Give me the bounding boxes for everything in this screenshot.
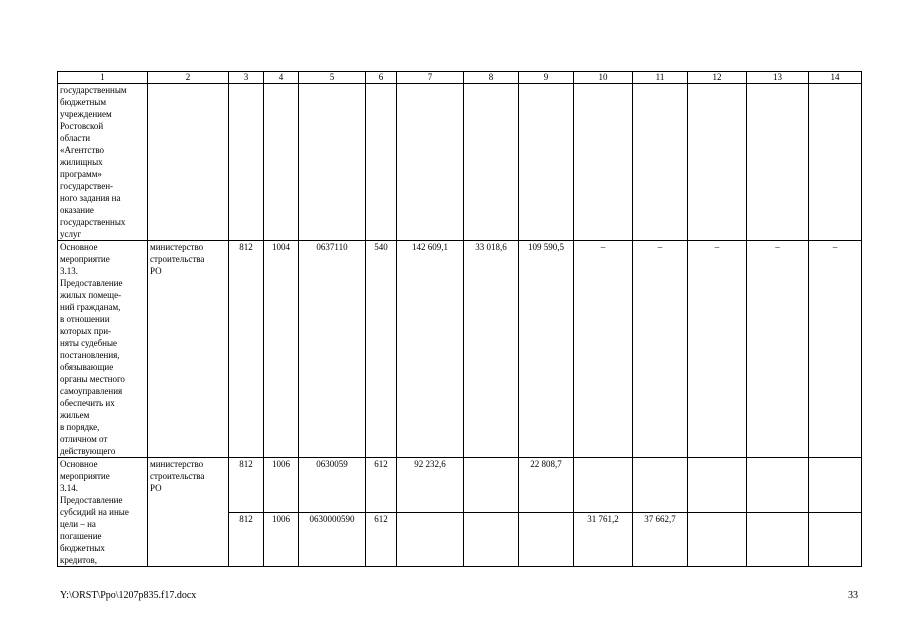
text-line: обязывающие: [60, 362, 114, 372]
amount-cell: [809, 458, 862, 513]
text-line: в порядке,: [60, 422, 100, 432]
col-number: 13: [747, 72, 809, 84]
page-number: 33: [848, 590, 858, 601]
table-row: [58, 241, 862, 458]
text-line: Предоставление: [60, 495, 123, 505]
text-line: в отношении: [60, 314, 110, 324]
text-line: строительства: [150, 471, 205, 481]
text-line: органы местного: [60, 374, 125, 384]
expense-type-code: 540: [366, 241, 397, 458]
text-line: мероприятие: [60, 254, 110, 264]
section-code: 1004: [264, 241, 299, 458]
amount-cell: –: [809, 241, 862, 458]
description-lines: [60, 241, 145, 457]
amount-cell: [809, 512, 862, 567]
text-line: няты судебные: [60, 338, 118, 348]
description-lines: [60, 458, 145, 566]
executor-cell: [148, 458, 229, 567]
expense-type-code: 612: [366, 512, 397, 567]
expense-type-code: 612: [366, 458, 397, 513]
row-description: [58, 84, 148, 241]
text-line: министерство: [150, 459, 204, 469]
text-line: ного задания на: [60, 193, 121, 203]
amount-cell: [519, 512, 574, 567]
section-code: 1006: [264, 512, 299, 567]
text-line: 3.14.: [60, 483, 78, 493]
text-line: РО: [150, 266, 162, 276]
table-row: [58, 458, 862, 513]
col-number: 8: [464, 72, 519, 84]
row-description: [58, 458, 148, 567]
section-code: 1006: [264, 458, 299, 513]
text-line: программ»: [60, 169, 102, 179]
amount-cell: 31 761,2: [574, 512, 633, 567]
amount-cell: 109 590,5: [519, 241, 574, 458]
text-line: самоуправления: [60, 386, 123, 396]
amount-cell: –: [688, 241, 747, 458]
amount-cell: –: [747, 241, 809, 458]
text-line: бюджетных: [60, 543, 105, 553]
amount-cell: [688, 512, 747, 567]
amount-cell: [747, 512, 809, 567]
text-line: Основное: [60, 242, 98, 252]
text-line: постановления,: [60, 350, 120, 360]
amount-cell: –: [633, 241, 688, 458]
text-line: РО: [150, 483, 162, 493]
text-line: кредитов,: [60, 555, 97, 565]
text-line: Ростовской: [60, 121, 104, 131]
text-line: министерство: [150, 242, 204, 252]
col-number: 3: [229, 72, 264, 84]
grbs-code: 812: [229, 241, 264, 458]
file-path: Y:\ORST\Ppo\1207p835.f17.docx: [60, 590, 197, 601]
amount-cell: [688, 458, 747, 513]
text-line: отличном от: [60, 434, 108, 444]
col-number: 10: [574, 72, 633, 84]
text-line: погашение: [60, 531, 102, 541]
total-amount: 92 232,6: [397, 458, 464, 513]
target-code: 0637110: [299, 241, 366, 458]
amount-cell: [464, 512, 519, 567]
text-line: жилых помеще-: [60, 290, 122, 300]
total-amount: 142 609,1: [397, 241, 464, 458]
text-line: государственных: [60, 217, 126, 227]
row-description: [58, 241, 148, 458]
column-number-row: [58, 72, 862, 84]
amount-cell: 33 018,6: [464, 241, 519, 458]
text-line: области: [60, 133, 91, 143]
text-line: учреждением: [60, 109, 112, 119]
executor-lines: [150, 241, 226, 277]
col-number: 5: [299, 72, 366, 84]
text-line: государствен-: [60, 181, 114, 191]
text-line: бюджетным: [60, 97, 107, 107]
amount-cell: [633, 458, 688, 513]
text-line: Основное: [60, 459, 98, 469]
text-line: Предоставление: [60, 278, 123, 288]
text-line: оказание: [60, 205, 94, 215]
total-amount: [397, 512, 464, 567]
target-code: 0630000590: [299, 512, 366, 567]
text-line: которых при-: [60, 326, 112, 336]
col-number: 11: [633, 72, 688, 84]
col-number: 2: [148, 72, 229, 84]
col-number: 1: [58, 72, 148, 84]
grbs-code: 812: [229, 512, 264, 567]
text-line: государственным: [60, 85, 127, 95]
col-number: 7: [397, 72, 464, 84]
text-line: «Агентство: [60, 145, 105, 155]
text-line: цели – на: [60, 519, 96, 529]
amount-cell: –: [574, 241, 633, 458]
description-lines: [60, 84, 145, 240]
target-code: 0630059: [299, 458, 366, 513]
text-line: обеспечить их: [60, 398, 115, 408]
amount-cell: [747, 458, 809, 513]
text-line: субсидий на иные: [60, 507, 129, 517]
executor-lines: [150, 458, 226, 494]
amount-cell: [574, 458, 633, 513]
text-line: жильем: [60, 410, 90, 420]
text-line: жилищных: [60, 157, 103, 167]
executor-cell: [148, 241, 229, 458]
text-line: ний гражданам,: [60, 302, 121, 312]
amount-cell: [464, 458, 519, 513]
col-number: 4: [264, 72, 299, 84]
col-number: 6: [366, 72, 397, 84]
grbs-code: 812: [229, 458, 264, 513]
text-line: услуг: [60, 229, 82, 239]
text-line: мероприятие: [60, 471, 110, 481]
col-number: 9: [519, 72, 574, 84]
text-line: 3.13.: [60, 266, 78, 276]
text-line: действующего: [60, 446, 116, 456]
col-number: 12: [688, 72, 747, 84]
budget-table: [57, 71, 862, 567]
col-number: 14: [809, 72, 862, 84]
amount-cell: 22 808,7: [519, 458, 574, 513]
amount-cell: 37 662,7: [633, 512, 688, 567]
table-row: [58, 84, 862, 241]
text-line: строительства: [150, 254, 205, 264]
